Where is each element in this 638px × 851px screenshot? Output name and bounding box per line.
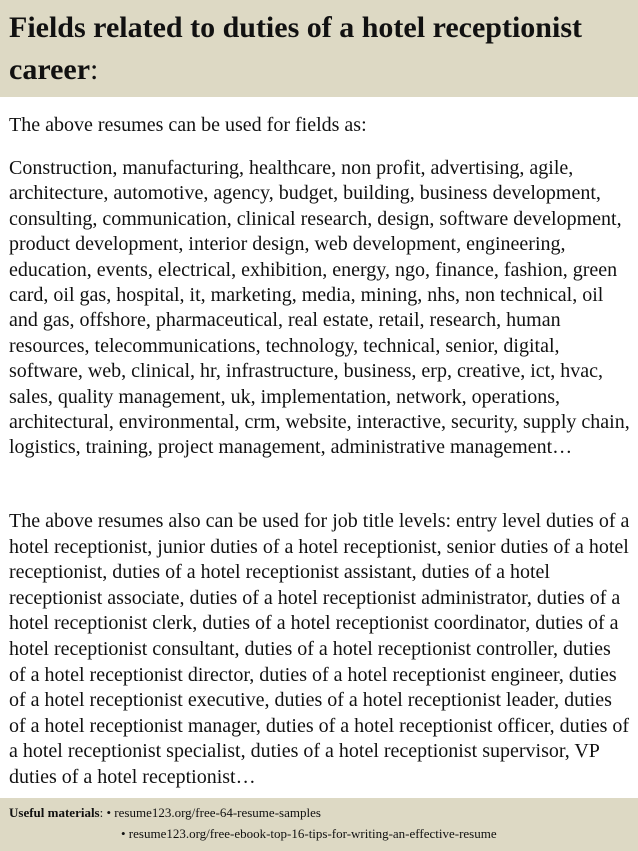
footer-row-2 [121, 826, 497, 842]
footer-link-resume-samples[interactable]: • resume123.org/free-64-resume-samples [106, 805, 321, 820]
footer-row-1 [9, 805, 321, 821]
intro-text: The above resumes can be used for fields as: [9, 114, 367, 136]
page-title-colon: : [90, 53, 99, 86]
footer-link-ebook-tips[interactable]: • resume123.org/free-ebook-top-16-tips-for-writing-an-effective-resume [121, 826, 497, 841]
useful-materials-separator: : [99, 805, 107, 820]
job-levels-text: The above resumes also can be used for job title levels: entry level duties of a hotel receptionist, junior duties of a hotel receptionist, senior duties of a hotel receptionist, duties of a hotel receptionist assistant, duties of a hotel receptionist associate, duties of a hotel receptionist administrator, duties of a hotel receptionist clerk, duties of a hotel receptionist coordinator, duties of a hotel receptionist consultant, duties of a hotel receptionist controller, duties of a hotel receptionist director, duties of a hotel receptionist engineer, duties of a hotel receptionist executive, duties of a hotel receptionist leader, duties of a hotel receptionist manager, duties of a hotel receptionist officer, duties of a hotel receptionist specialist, duties of a hotel receptionist supervisor, VP duties of a hotel receptionist… [9, 510, 630, 788]
fields-list: Construction, manufacturing, healthcare, non profit, advertising, agile, architecture, automotive, agency, budget, building, business development, consulting, communication, clinical research, design, software development, product development, interior design, web development, engineering, education, events, electrical, exhibition, energy, ngo, finance, fashion, green card, oil gas, hospital, it, marketing, media, mining, nhs, non technical, oil and gas, offshore, pharmaceutical, real estate, retail, research, human resources, telecommunications, technology, technical, senior, digital, software, web, clinical, hr, infrastructure, business, erp, creative, ict, hvac, sales, quality management, uk, implementation, network, operations, architectural, environmental, crm, website, interactive, security, supply chain, logistics, training, project management, administrative management… [9, 157, 630, 459]
useful-materials-label: Useful materials [9, 805, 100, 820]
page-title [9, 7, 629, 91]
page-title-text: Fields related to duties of a hotel receptionist career [9, 11, 582, 86]
